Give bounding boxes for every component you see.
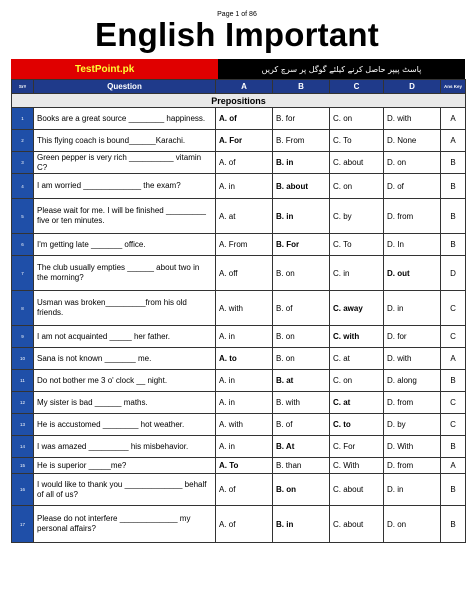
option-a: A. with xyxy=(216,291,273,326)
answer-key: A xyxy=(441,108,466,130)
option-d: D. With xyxy=(384,436,441,458)
table-row xyxy=(12,474,466,506)
table-row xyxy=(12,392,466,414)
question-text: I'm getting late _______ office. xyxy=(34,234,216,256)
col-header-b: B xyxy=(273,80,330,94)
table-row xyxy=(12,458,466,474)
option-a: A. For xyxy=(216,130,273,152)
option-c: C. on xyxy=(330,174,384,199)
option-c: C. at xyxy=(330,392,384,414)
question-text: My sister is bad ______ maths. xyxy=(34,392,216,414)
table-row xyxy=(12,370,466,392)
question-text: I am not acquainted _____ her father. xyxy=(34,326,216,348)
page-number: Page 1 of 86 xyxy=(217,11,257,18)
table-row xyxy=(12,234,466,256)
option-d: D. out xyxy=(384,256,441,291)
option-d: D. from xyxy=(384,392,441,414)
answer-key: B xyxy=(441,174,466,199)
option-a: A. to xyxy=(216,348,273,370)
option-c: C. at xyxy=(330,348,384,370)
table-row xyxy=(12,152,466,174)
question-text: This flying coach is bound______Karachi. xyxy=(34,130,216,152)
option-a: A. with xyxy=(216,414,273,436)
option-a: A. in xyxy=(216,326,273,348)
option-c: C. with xyxy=(330,326,384,348)
option-c: C. on xyxy=(330,370,384,392)
option-d: D. for xyxy=(384,326,441,348)
answer-key: C xyxy=(441,291,466,326)
answer-key: B xyxy=(441,474,466,506)
option-d: D. by xyxy=(384,414,441,436)
answer-key: B xyxy=(441,152,466,174)
option-c: C. For xyxy=(330,436,384,458)
header-row xyxy=(12,80,466,94)
option-b: B. in xyxy=(273,506,330,543)
option-a: A. of xyxy=(216,108,273,130)
banner xyxy=(11,59,465,79)
row-number: 3 xyxy=(12,152,34,174)
option-d: D. in xyxy=(384,291,441,326)
row-number: 5 xyxy=(12,199,34,234)
col-header-question: Question xyxy=(34,80,216,94)
section-title: Prepositions xyxy=(12,94,466,108)
option-c: C. in xyxy=(330,256,384,291)
option-c: C. by xyxy=(330,199,384,234)
col-header-sr: Sr# xyxy=(12,80,34,94)
option-d: D. in xyxy=(384,474,441,506)
option-b: B. about xyxy=(273,174,330,199)
col-header-d: D xyxy=(384,80,441,94)
option-b: B. on xyxy=(273,474,330,506)
option-a: A. in xyxy=(216,174,273,199)
question-text: I was amazed _________ his misbehavior. xyxy=(34,436,216,458)
table-row xyxy=(12,326,466,348)
option-c: C. away xyxy=(330,291,384,326)
table-row xyxy=(12,291,466,326)
option-a: A. in xyxy=(216,370,273,392)
option-b: B. At xyxy=(273,436,330,458)
option-c: C. to xyxy=(330,414,384,436)
option-b: B. of xyxy=(273,291,330,326)
option-a: A. off xyxy=(216,256,273,291)
answer-key: A xyxy=(441,348,466,370)
urdu-banner-text: پاسٹ پیپر حاصل کرنے کیلئے گوگل پر سرچ کریں xyxy=(218,59,465,79)
question-text: He is accustomed ________ hot weather. xyxy=(34,414,216,436)
answer-key: B xyxy=(441,506,466,543)
table-row xyxy=(12,174,466,199)
row-number: 15 xyxy=(12,458,34,474)
page-title: English Important xyxy=(95,16,379,53)
option-d: D. None xyxy=(384,130,441,152)
question-text: I am worried _____________ the exam? xyxy=(34,174,216,199)
answer-key: A xyxy=(441,458,466,474)
answer-key: B xyxy=(441,234,466,256)
answer-key: B xyxy=(441,436,466,458)
option-b: B. For xyxy=(273,234,330,256)
site-name[interactable]: TestPoint.pk xyxy=(11,59,218,79)
option-a: A. To xyxy=(216,458,273,474)
option-a: A. From xyxy=(216,234,273,256)
option-c: C. about xyxy=(330,506,384,543)
option-c: C. To xyxy=(330,234,384,256)
option-b: B. of xyxy=(273,414,330,436)
col-header-ans-key: Ans Key xyxy=(441,80,466,94)
table-row xyxy=(12,506,466,543)
question-text: He is superior _____me? xyxy=(34,458,216,474)
answer-key: D xyxy=(441,256,466,291)
table-row xyxy=(12,130,466,152)
table-row xyxy=(12,348,466,370)
option-a: A. in xyxy=(216,436,273,458)
row-number: 13 xyxy=(12,414,34,436)
row-number: 6 xyxy=(12,234,34,256)
option-d: D. along xyxy=(384,370,441,392)
row-number: 14 xyxy=(12,436,34,458)
row-number: 4 xyxy=(12,174,34,199)
option-c: C. on xyxy=(330,108,384,130)
option-b: B. for xyxy=(273,108,330,130)
option-d: D. from xyxy=(384,458,441,474)
table-row xyxy=(12,414,466,436)
question-text: Please wait for me. I will be finished _________ five or ten minutes. xyxy=(34,199,216,234)
option-d: D. on xyxy=(384,152,441,174)
option-d: D. with xyxy=(384,108,441,130)
option-b: B. at xyxy=(273,370,330,392)
question-text: Do not bother me 3 o' clock __ night. xyxy=(34,370,216,392)
row-number: 12 xyxy=(12,392,34,414)
row-number: 9 xyxy=(12,326,34,348)
option-d: D. from xyxy=(384,199,441,234)
option-b: B. in xyxy=(273,152,330,174)
row-number: 16 xyxy=(12,474,34,506)
option-b: B. than xyxy=(273,458,330,474)
answer-key: A xyxy=(441,130,466,152)
question-text: Please do not interfere _____________ my personal affairs? xyxy=(34,506,216,543)
row-number: 11 xyxy=(12,370,34,392)
col-header-a: A xyxy=(216,80,273,94)
table-row xyxy=(12,199,466,234)
option-d: D. of xyxy=(384,174,441,199)
answer-key: C xyxy=(441,326,466,348)
mcq-table xyxy=(11,79,466,543)
section-row xyxy=(12,94,466,108)
option-c: C. With xyxy=(330,458,384,474)
option-b: B. on xyxy=(273,326,330,348)
row-number: 10 xyxy=(12,348,34,370)
table-row xyxy=(12,256,466,291)
option-b: B. on xyxy=(273,256,330,291)
question-text: The club usually empties ______ about two in the morning? xyxy=(34,256,216,291)
option-c: C. To xyxy=(330,130,384,152)
answer-key: B xyxy=(441,370,466,392)
option-c: C. about xyxy=(330,152,384,174)
option-a: A. at xyxy=(216,199,273,234)
option-b: B. on xyxy=(273,348,330,370)
option-b: B. in xyxy=(273,199,330,234)
row-number: 2 xyxy=(12,130,34,152)
row-number: 17 xyxy=(12,506,34,543)
option-a: A. of xyxy=(216,152,273,174)
question-text: I would like to thank you _____________ behalf of all of us? xyxy=(34,474,216,506)
option-a: A. of xyxy=(216,506,273,543)
option-d: D. with xyxy=(384,348,441,370)
option-b: B. with xyxy=(273,392,330,414)
question-text: Usman was broken_________from his old friends. xyxy=(34,291,216,326)
question-text: Books are a great source ________ happiness. xyxy=(34,108,216,130)
question-text: Green pepper is very rich __________ vitamin C? xyxy=(34,152,216,174)
option-d: D. In xyxy=(384,234,441,256)
option-a: A. of xyxy=(216,474,273,506)
option-c: C. about xyxy=(330,474,384,506)
option-d: D. on xyxy=(384,506,441,543)
question-text: Sana is not known _______ me. xyxy=(34,348,216,370)
answer-key: C xyxy=(441,414,466,436)
option-a: A. in xyxy=(216,392,273,414)
option-b: B. From xyxy=(273,130,330,152)
row-number: 7 xyxy=(12,256,34,291)
row-number: 8 xyxy=(12,291,34,326)
table-row xyxy=(12,436,466,458)
col-header-c: C xyxy=(330,80,384,94)
row-number: 1 xyxy=(12,108,34,130)
answer-key: C xyxy=(441,392,466,414)
answer-key: B xyxy=(441,199,466,234)
table-row xyxy=(12,108,466,130)
